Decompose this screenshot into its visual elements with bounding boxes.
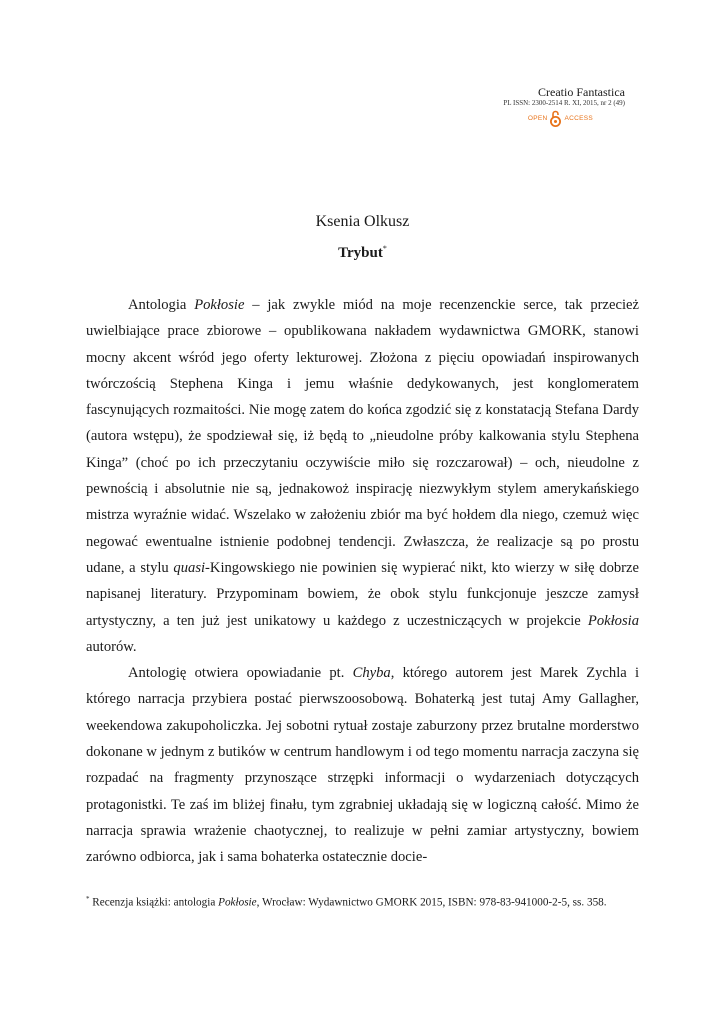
text-span: , którego autorem jest Marek Zychla i którego narracja przybiera postać pierwszoosobową. Bohaterką jest tutaj Amy Gallagher, weekendowa zakupoholiczka. Jej sobotni rytuał zostaje zaburzony przez brutalne morderstwo dokonane w jednym z butików w centrum handlowym i od tego momentu narracja zaczyna się rozpadać na fragmenty przynoszące strzępki informacji o wydarzeniach dotyczących protagonistki. Te zaś im bliżej finału, tym zgrabniej układają się w logiczną całość. Mimo że narracja sprawia wrażenie chaotycznej, to realizuje w pełni zamiar artystyczny, bowiem zarówno odbiorca, jak i sama bohaterka ostatecznie docie- — [86, 665, 640, 866]
paragraph-2 — [86, 660, 639, 870]
footnote-mark: * — [86, 895, 90, 903]
italic-span: Pokłosie — [194, 297, 245, 313]
article-title-text: Trybut — [338, 245, 383, 261]
open-access-lock-icon — [550, 110, 561, 127]
footnote-text: Recenzja książki: antologia — [89, 896, 219, 909]
text-span: – jak zwykle miód na moje recenzenckie serce, tak przecież uwielbiające prace zbiorowe – opublikowana nakładem wydawnictwa GMORK, stanowi mocny akcent wśród jego oferty lekturowej. Złożona z pięciu opowiadań inspirowanych twórczością Stephena Kinga i jemu właśnie dedykowanych, jest konglomeratem fascynujących rozmaitości. Nie mogę zatem do końca zgodzić się z konstatacją Stefana Dardy (autora wstępu), że spodziewał się, iż będą to „nieudolne próby kalkowania stylu Stephena Kinga” (choć po ich przeczytaniu oczywiście miło się rozczarował) – och, nieudolne z pewnością i absolutnie nie są, jednakowoż inspirację niezwykłym stylem amerykańskiego mistrza wyraźnie widać. Wszelako w założeniu zbiór ma być hołdem dla niego, czemuż więc negować ewentualne istnienie podobnej tendencji. Zwłaszcza, że realizacje są po prostu udane, a stylu — [86, 297, 639, 576]
open-access-badge — [405, 110, 593, 127]
text-span: -Kingowskiego nie powinien się wypierać nikt, kto wierzy w siłę dobrze napisanej literatury. Przypominam bowiem, że obok stylu funkcjonuje jeszcze zamysł artystyczny, a ten już jest unikatowy u każdego z uczestniczących w projekcie — [86, 559, 639, 629]
title-footnote-mark: * — [382, 244, 387, 253]
article-body — [86, 292, 639, 871]
article-title — [0, 244, 725, 262]
italic-span: Pokłosia — [587, 612, 639, 629]
author-name: Ksenia Olkusz — [315, 213, 410, 230]
text-span: Antologię otwiera opowiadanie pt. — [128, 665, 353, 682]
open-label: OPEN — [527, 114, 548, 122]
journal-title: Creatio Fantastica — [538, 85, 625, 99]
text-span: autorów. — [86, 638, 137, 655]
italic-span: quasi — [173, 559, 206, 576]
paragraph-1 — [86, 292, 639, 660]
access-label: ACCESS — [564, 114, 593, 122]
journal-header — [405, 86, 625, 127]
text-span: Antologia — [128, 297, 195, 313]
footnote-italic: Pokłosie — [218, 896, 257, 909]
footnote — [86, 892, 646, 911]
journal-issn: PL ISSN: 2300-2514 R. XI, 2015, nr 2 (49) — [503, 99, 625, 108]
footnote-text: , Wrocław: Wydawnictwo GMORK 2015, ISBN: 978-83-941000-2-5, ss. 358. — [256, 896, 607, 909]
italic-span: Chyba — [352, 665, 391, 682]
